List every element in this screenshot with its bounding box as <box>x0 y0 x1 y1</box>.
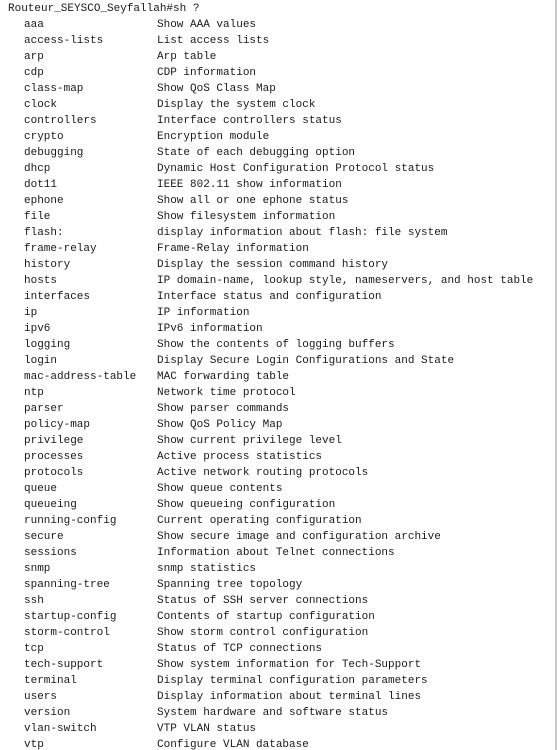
command-keyword: ntp <box>24 387 44 399</box>
command-description: Display information about terminal lines <box>157 691 422 703</box>
command-description: Current operating configuration <box>157 515 362 527</box>
command-description: Display terminal configuration parameters <box>157 675 428 687</box>
command-description: Show the contents of logging buffers <box>157 339 395 351</box>
command-keyword: startup-config <box>24 611 117 623</box>
command-keyword: vtp <box>24 739 44 750</box>
command-description: Active network routing protocols <box>157 467 369 479</box>
command-keyword: clock <box>24 99 58 111</box>
command-keyword: spanning-tree <box>24 579 110 591</box>
command-description: Show parser commands <box>157 403 290 415</box>
command-keyword: protocols <box>24 467 84 479</box>
command-keyword: interfaces <box>24 291 91 303</box>
command-keyword: privilege <box>24 435 84 447</box>
command-keyword: secure <box>24 531 64 543</box>
command-description: Interface status and configuration <box>157 291 382 303</box>
command-keyword: tech-support <box>24 659 104 671</box>
command-description: Active process statistics <box>157 451 323 463</box>
command-description: Show storm control configuration <box>157 627 369 639</box>
command-description: Show system information for Tech-Support <box>157 659 422 671</box>
command-keyword: file <box>24 211 51 223</box>
command-keyword: queue <box>24 483 58 495</box>
command-description: Frame-Relay information <box>157 243 309 255</box>
command-keyword: processes <box>24 451 84 463</box>
command-description: Status of SSH server connections <box>157 595 369 607</box>
command-keyword: sessions <box>24 547 77 559</box>
command-description: MAC forwarding table <box>157 371 290 383</box>
command-keyword: parser <box>24 403 64 415</box>
command-keyword: login <box>24 355 58 367</box>
command-keyword: storm-control <box>24 627 110 639</box>
command-keyword: arp <box>24 51 44 63</box>
command-description: List access lists <box>157 35 270 47</box>
command-description: Display Secure Login Configurations and State <box>157 355 455 367</box>
command-description: display information about flash: file system <box>157 227 448 239</box>
command-prompt: Routeur_SEYSCO_Seyfallah#sh ? <box>8 3 200 15</box>
command-description: Display the session command history <box>157 259 389 271</box>
command-description: Show all or one ephone status <box>157 195 349 207</box>
command-description: Show QoS Class Map <box>157 83 276 95</box>
command-keyword: tcp <box>24 643 44 655</box>
command-description: IEEE 802.11 show information <box>157 179 342 191</box>
command-description: System hardware and software status <box>157 707 389 719</box>
command-keyword: access-lists <box>24 35 104 47</box>
command-description: IPv6 information <box>157 323 263 335</box>
command-keyword: cdp <box>24 67 44 79</box>
command-description: Show secure image and configuration archive <box>157 531 441 543</box>
command-description: State of each debugging option <box>157 147 356 159</box>
command-keyword: history <box>24 259 71 271</box>
command-description: Spanning tree topology <box>157 579 303 591</box>
command-keyword: ephone <box>24 195 64 207</box>
command-keyword: queueing <box>24 499 77 511</box>
command-description: Show QoS Policy Map <box>157 419 283 431</box>
command-keyword: terminal <box>24 675 77 687</box>
command-description: Show queueing configuration <box>157 499 336 511</box>
command-description: snmp statistics <box>157 563 257 575</box>
command-keyword: crypto <box>24 131 64 143</box>
command-keyword: ipv6 <box>24 323 51 335</box>
command-keyword: mac-address-table <box>24 371 137 383</box>
command-keyword: policy-map <box>24 419 91 431</box>
command-description: Network time protocol <box>157 387 296 399</box>
command-keyword: class-map <box>24 83 84 95</box>
command-keyword: flash: <box>24 227 64 239</box>
command-keyword: frame-relay <box>24 243 97 255</box>
command-keyword: ip <box>24 307 38 319</box>
command-description: IP domain-name, lookup style, nameservers, and host table <box>157 275 534 287</box>
command-keyword: running-config <box>24 515 117 527</box>
command-description: Show current privilege level <box>157 435 342 447</box>
command-keyword: controllers <box>24 115 97 127</box>
command-keyword: aaa <box>24 19 44 31</box>
command-keyword: debugging <box>24 147 84 159</box>
command-description: CDP information <box>157 67 257 79</box>
command-description: Information about Telnet connections <box>157 547 395 559</box>
command-description: Contents of startup configuration <box>157 611 375 623</box>
command-keyword: dot11 <box>24 179 58 191</box>
command-description: Encryption module <box>157 131 270 143</box>
command-keyword: ssh <box>24 595 44 607</box>
command-description: Show filesystem information <box>157 211 336 223</box>
command-keyword: logging <box>24 339 71 351</box>
command-description: Show AAA values <box>157 19 257 31</box>
command-description: VTP VLAN status <box>157 723 257 735</box>
command-keyword: dhcp <box>24 163 51 175</box>
command-description: Configure VLAN database <box>157 739 309 750</box>
command-keyword: version <box>24 707 71 719</box>
command-keyword: hosts <box>24 275 58 287</box>
command-description: Dynamic Host Configuration Protocol status <box>157 163 435 175</box>
command-keyword: vlan-switch <box>24 723 97 735</box>
command-description: IP information <box>157 307 250 319</box>
command-description: Status of TCP connections <box>157 643 323 655</box>
command-description: Show queue contents <box>157 483 283 495</box>
command-keyword: snmp <box>24 563 51 575</box>
command-keyword: users <box>24 691 58 703</box>
command-description: Interface controllers status <box>157 115 342 127</box>
command-description: Arp table <box>157 51 217 63</box>
command-description: Display the system clock <box>157 99 316 111</box>
